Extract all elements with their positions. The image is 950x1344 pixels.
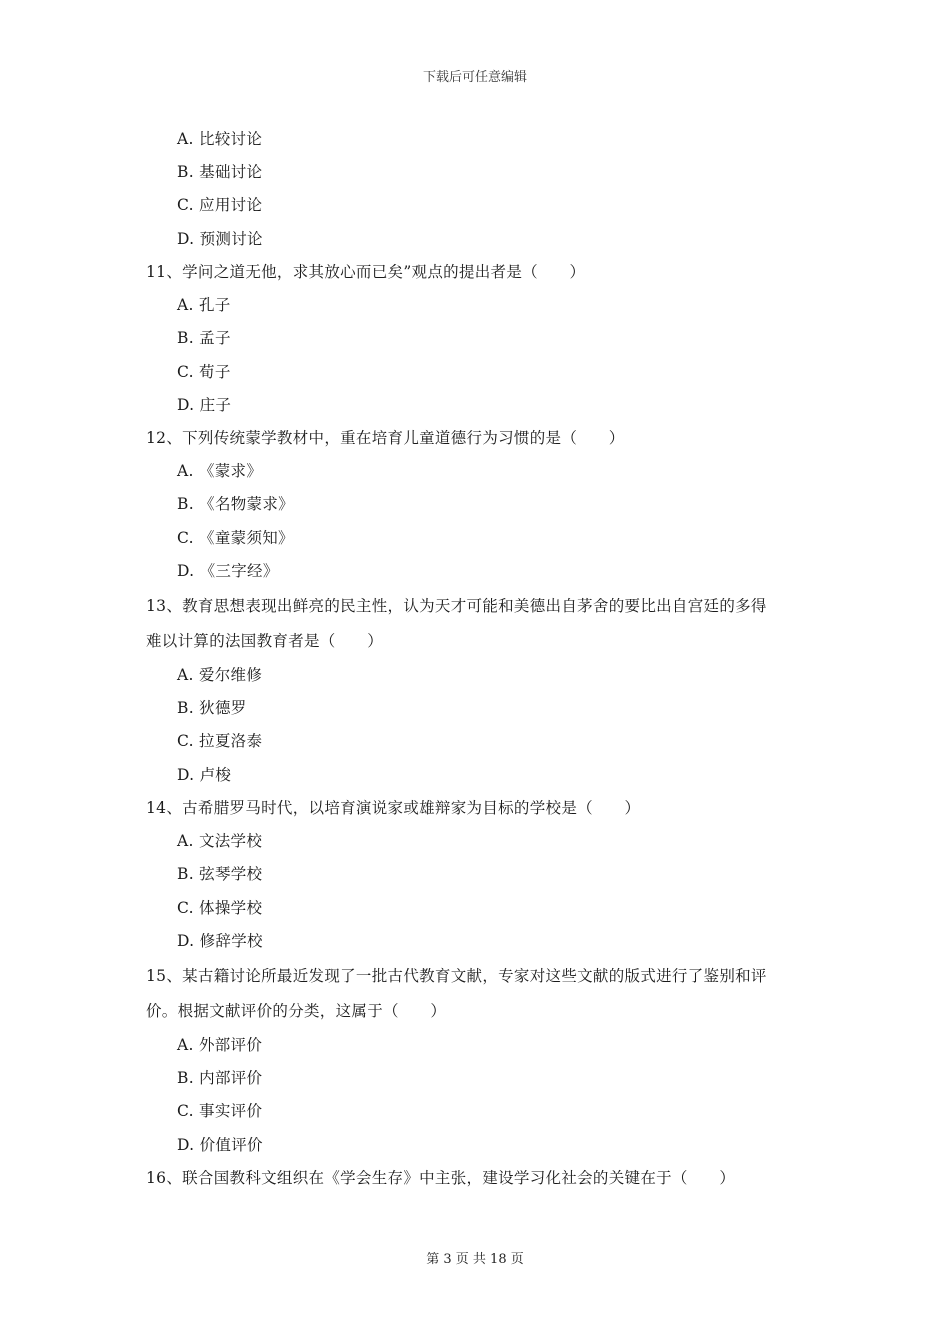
q10-option-d: D. 预测讨论 xyxy=(177,230,263,248)
q13-option-c: C. 拉夏洛泰 xyxy=(177,732,263,750)
q13-option-a: A. 爱尔维修 xyxy=(177,666,263,684)
q11-option-d: D. 庄子 xyxy=(177,396,232,414)
q12-option-a: A. 《蒙求》 xyxy=(177,462,263,480)
page-header: 下载后可任意编辑 xyxy=(422,70,527,85)
q15-option-c: C. 事实评价 xyxy=(177,1102,263,1120)
q13-option-b: B. 狄德罗 xyxy=(177,699,247,717)
q15-option-b: B. 内部评价 xyxy=(177,1069,263,1087)
q11-option-b: B. 孟子 xyxy=(177,329,231,347)
question-14: 14、古希腊罗马时代，以培育演说家或雄辩家为目标的学校是（ ） xyxy=(146,799,641,817)
q11-option-c: C. 荀子 xyxy=(177,363,231,381)
q14-option-b: B. 弦琴学校 xyxy=(177,865,263,883)
q14-option-c: C. 体操学校 xyxy=(177,899,263,917)
q10-option-a: A. 比较讨论 xyxy=(177,130,263,148)
q14-option-a: A. 文法学校 xyxy=(177,832,263,850)
q10-option-b: B. 基础讨论 xyxy=(177,163,263,181)
question-15-line-2: 价。根据文献评价的分类，这属于（ ） xyxy=(146,1002,447,1020)
q15-option-a: A. 外部评价 xyxy=(177,1036,263,1054)
q12-option-d: D. 《三字经》 xyxy=(177,562,279,580)
q14-option-d: D. 修辞学校 xyxy=(177,932,263,950)
question-12: 12、下列传统蒙学教材中，重在培育儿童道德行为习惯的是（ ） xyxy=(146,429,625,447)
question-15-line-1: 15、某古籍讨论所最近发现了一批古代教育文献，专家对这些文献的版式进行了鉴别和评 xyxy=(146,967,767,985)
q13-option-d: D. 卢梭 xyxy=(177,766,232,784)
q12-option-c: C. 《童蒙须知》 xyxy=(177,529,294,547)
question-13-line-2: 难以计算的法国教育者是（ ） xyxy=(146,632,384,650)
question-13-line-1: 13、教育思想表现出鲜亮的民主性，认为天才可能和美德出自茅舍的要比出自宫廷的多得 xyxy=(146,597,767,615)
page-footer: 第 3 页 共 18 页 xyxy=(426,1252,524,1267)
question-16: 16、联合国教科文组织在《学会生存》中主张，建设学习化社会的关键在于（ ） xyxy=(146,1169,736,1187)
q12-option-b: B. 《名物蒙求》 xyxy=(177,495,294,513)
q10-option-c: C. 应用讨论 xyxy=(177,196,263,214)
q11-option-a: A. 孔子 xyxy=(177,296,231,314)
q15-option-d: D. 价值评价 xyxy=(177,1136,263,1154)
question-11: 11、学问之道无他，求其放心而已矣”观点的提出者是（ ） xyxy=(146,263,586,281)
